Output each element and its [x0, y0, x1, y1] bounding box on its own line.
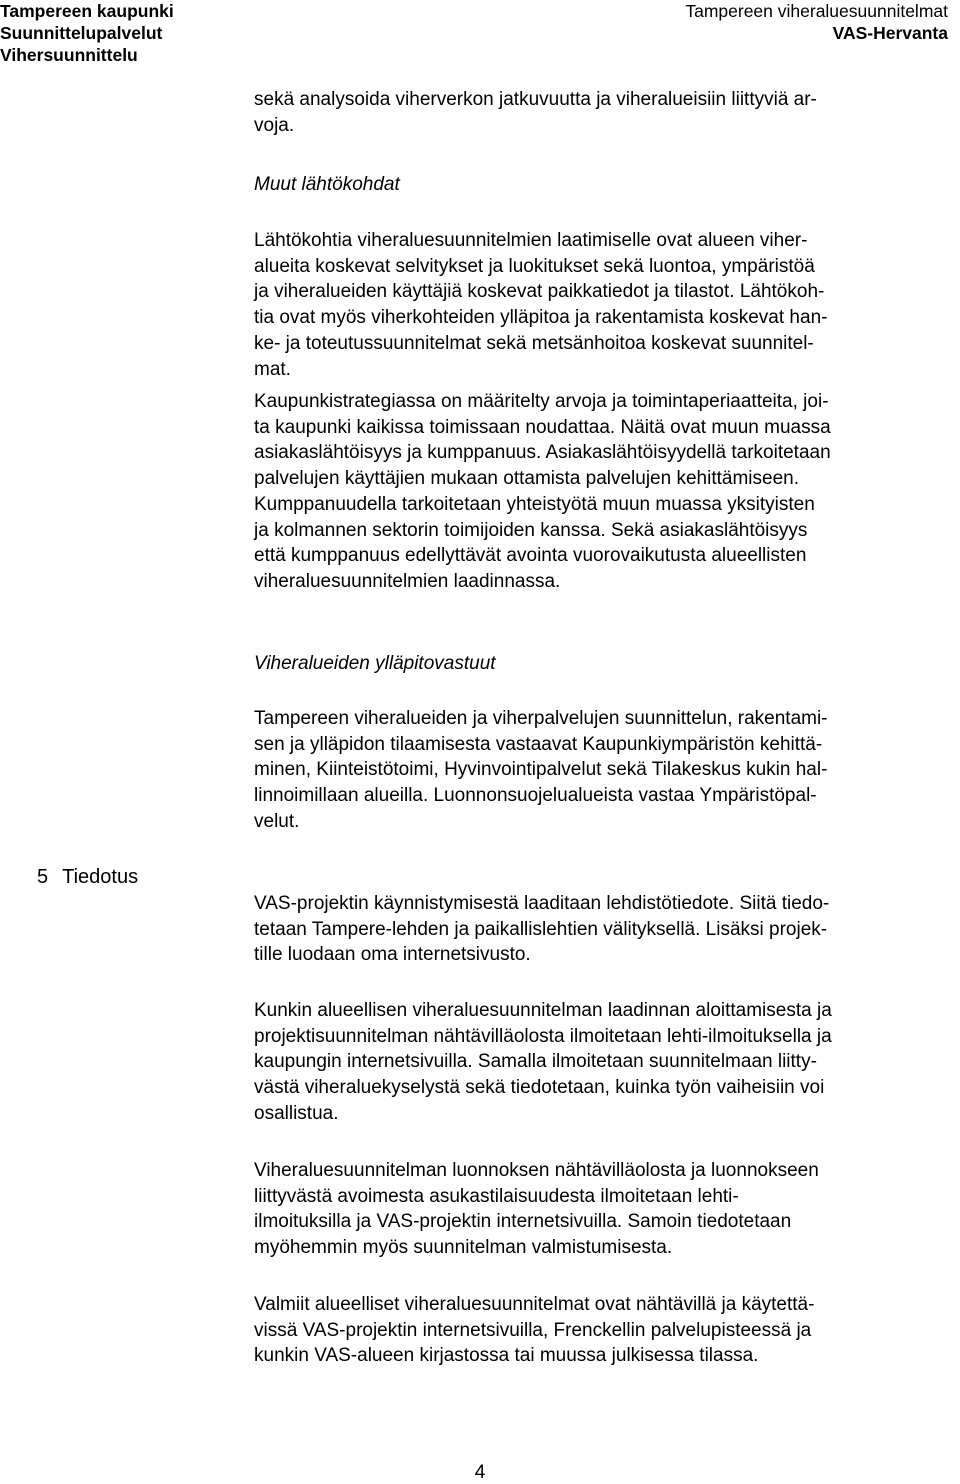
section-heading	[37, 864, 138, 890]
header-document-title: Tampereen viheraluesuunnitelmat	[685, 1, 948, 21]
text-line: kaupungin internetsivuilla. Samalla ilmoitetaan suunnitelmaan liitty-	[254, 1051, 817, 1073]
section-number: 5	[37, 866, 49, 888]
text-line: ja kolmannen sektorin toimijoiden kanssa. Sekä asiakaslähtöisyys	[254, 519, 808, 541]
page-number: 4	[474, 1462, 486, 1483]
page-header-left	[0, 0, 174, 66]
text-line: sen ja ylläpidon tilaamisesta vastaavat Kaupunkiympäristön kehittä-	[254, 733, 823, 755]
subheading-text: Viheralueiden ylläpitovastuut	[254, 653, 496, 674]
text-line: ta kaupunki kaikissa toimissaan noudattaa. Näitä ovat muun muassa	[254, 416, 831, 438]
text-line: palvelujen käyttäjien mukaan ottamista palvelujen kehittämiseen.	[254, 468, 799, 490]
text-line: ja viheralueiden käyttäjiä koskevat paikkatiedot ja tilastot. Lähtökoh-	[254, 281, 825, 303]
text-line: Lähtökohtia viheraluesuunnitelmien laatimiselle ovat alueen viher-	[254, 230, 808, 251]
text-line: Tampereen viheralueiden ja viherpalvelujen suunnittelun, rakentami-	[254, 708, 828, 729]
text-line: VAS-projektin käynnistymisestä laaditaan lehdistötiedote. Siitä tiedo-	[254, 893, 830, 914]
text-line: velut.	[254, 810, 300, 832]
subheading-text: Muut lähtökohdat	[254, 174, 400, 195]
text-line: projektisuunnitelman nähtävilläolosta ilmoitetaan lehti-ilmoituksella ja	[254, 1025, 832, 1047]
text-line: mat.	[254, 358, 291, 380]
text-line: tetaan Tampere-lehden ja paikallislehtien välityksellä. Lisäksi projek-	[254, 918, 828, 940]
paragraph-press-release	[254, 891, 954, 968]
text-line: viheraluesuunnitelmien laadinnassa.	[254, 570, 561, 592]
subheading-maintenance	[254, 651, 954, 677]
text-line: ilmoituksilla ja VAS-projektin internetsivuilla. Samoin tiedotetaan	[254, 1211, 792, 1233]
text-line: minen, Kiinteistötoimi, Hyvinvointipalvelut sekä Tilakeskus kukin hal-	[254, 759, 828, 781]
text-line: Kunkin alueellisen viheraluesuunnitelman laadinnan aloittamisesta ja	[254, 1000, 832, 1021]
text-line: myöhemmin myös suunnitelman valmistumisesta.	[254, 1237, 673, 1259]
paragraph-city-strategy	[254, 389, 954, 595]
text-line: ke- ja toteutussuunnitelmat sekä metsänhoitoa koskevat suunnitel-	[254, 332, 814, 354]
page-header-right	[685, 0, 948, 44]
subheading-starting-points	[254, 172, 954, 198]
text-line: osallistua.	[254, 1102, 339, 1124]
header-department: Suunnittelupalvelut	[0, 23, 163, 43]
paragraph-draft-plan	[254, 1158, 954, 1261]
text-line: linnoimillaan alueilla. Luonnonsuojelualueista vastaa Ympäristöpal-	[254, 785, 817, 807]
section-title: Tiedotus	[62, 866, 139, 888]
text-line: alueita koskevat selvitykset ja luokitukset sekä luontoa, ympäristöä	[254, 255, 815, 277]
text-line: kunkin VAS-alueen kirjastossa tai muussa julkisessa tilassa.	[254, 1345, 759, 1367]
paragraph-maintenance	[254, 706, 954, 835]
text-line: voja.	[254, 114, 295, 136]
header-project-name: VAS-Hervanta	[832, 23, 948, 43]
text-line: vissä VAS-projektin internetsivuilla, Frenckellin palvelupisteessä ja	[254, 1319, 812, 1341]
text-line: västä viheraluekyselystä sekä tiedotetaan, kuinka työn vaiheisiin voi	[254, 1077, 825, 1099]
header-unit: Vihersuunnittelu	[0, 45, 138, 65]
text-line: Kaupunkistrategiassa on määritelty arvoja ja toimintaperiaatteita, joi-	[254, 391, 829, 412]
text-line: tia ovat myös viherkohteiden ylläpitoa ja rakentamista koskevat han-	[254, 307, 828, 329]
text-line: tille luodaan oma internetsivusto.	[254, 944, 531, 966]
paragraph-finished-plans	[254, 1292, 954, 1369]
text-line: sekä analysoida viherverkon jatkuvuutta ja viheralueisiin liittyviä ar-	[254, 89, 817, 110]
header-organization: Tampereen kaupunki	[0, 1, 174, 21]
paragraph-announcements	[254, 998, 954, 1127]
paragraph-continuation	[254, 87, 954, 138]
text-line: Valmiit alueelliset viheraluesuunnitelmat ovat nähtävillä ja käytettä-	[254, 1294, 815, 1315]
paragraph-starting-points	[254, 228, 954, 382]
text-line: liittyvästä avoimesta asukastilaisuudesta ilmoitetaan lehti-	[254, 1185, 739, 1207]
text-line: että kumppanuus edellyttävät avointa vuorovaikutusta alueellisten	[254, 545, 807, 567]
text-line: Kumppanuudella tarkoitetaan yhteistyötä muun muassa yksityisten	[254, 493, 815, 515]
text-line: Viheraluesuunnitelman luonnoksen nähtävilläolosta ja luonnokseen	[254, 1160, 819, 1181]
text-line: asiakaslähtöisyys ja kumppanuus. Asiakaslähtöisyydellä tarkoitetaan	[254, 442, 831, 464]
